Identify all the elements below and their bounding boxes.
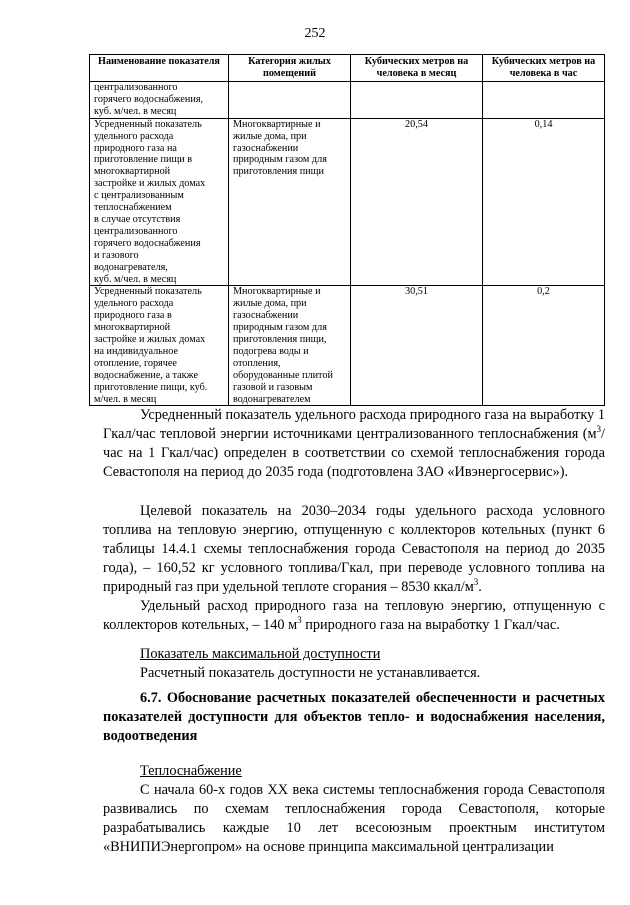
indicator-cell: Усредненный показатель удельного расхода природного газа в многоквартирной застройке и жилых домах на индивидуальное отопление, горячее водоснабжение, а также приготовление пищи, куб. м/чел. в месяц bbox=[90, 286, 229, 406]
per-month-cell: 30,51 bbox=[351, 286, 483, 406]
superscript: 3 bbox=[473, 577, 479, 588]
superscript: 3 bbox=[297, 615, 302, 626]
empty-cell bbox=[229, 82, 351, 119]
text-run: /час на 1 Гкал/час) определен в соответствии со схемой теплоснабжения города Севастополя на период до 2035 года (подготовлена ЗАО «Ивэнергосервис»). bbox=[103, 426, 605, 480]
availability-text: Расчетный показатель доступности не устанавливается. bbox=[140, 665, 481, 681]
header-indicator: Наименование показателя bbox=[90, 55, 229, 82]
text-run: . bbox=[478, 579, 482, 595]
availability-block bbox=[103, 645, 605, 683]
superscript: 3 bbox=[596, 424, 602, 435]
page-number: 252 bbox=[304, 26, 326, 41]
text-run: Удельный расход природного газа на тепловую энергию, отпущенную с коллекторов котельных, – 140 м bbox=[103, 598, 605, 633]
paragraph-specific-consumption bbox=[103, 597, 605, 635]
table-header-row bbox=[90, 55, 605, 82]
indicator-cell: Усредненный показатель удельного расхода природного газа на приготовление пищи в многоквартирной застройке и жилых домах с централизованным теплоснабжением в случае отсутствия централизованного горячего водоснабжения и газового водонагревателя, куб. м/чел. в месяц bbox=[90, 118, 229, 286]
empty-cell bbox=[483, 82, 605, 119]
per-hour-cell: 0,2 bbox=[483, 286, 605, 406]
continuation-cell: централизованного горячего водоснабжения, куб. м/чел. в месяц bbox=[90, 82, 229, 119]
header-per-month: Кубических метров на человека в месяц bbox=[351, 55, 483, 82]
table-row bbox=[90, 82, 605, 119]
availability-title: Показатель максимальной доступности bbox=[140, 646, 381, 662]
paragraph-gas-heat bbox=[103, 406, 605, 482]
category-cell: Многоквартирные и жилые дома, при газоснабжении природным газом для приготовления пищи bbox=[229, 118, 351, 286]
paragraph-target-indicator bbox=[103, 502, 605, 597]
table-row bbox=[90, 118, 605, 286]
table-row bbox=[90, 286, 605, 406]
heat-supply-block bbox=[103, 762, 605, 857]
category-cell: Многоквартирные и жилые дома, при газоснабжении природным газом для приготовления пищи, подогрева воды и отопления, оборудованные плитой газовой и газовым водонагревателем bbox=[229, 286, 351, 406]
heat-supply-text: С начала 60-х годов XX века системы теплоснабжения города Севастополя развивались по схемам теплоснабжения города Севастополя, которые разрабатывались каждые 10 лет всесоюзным проектным институтом «ВНИПИЭнергопром» на основе принципа максимальной централизации bbox=[103, 782, 605, 855]
consumption-table bbox=[89, 54, 605, 406]
per-hour-cell: 0,14 bbox=[483, 118, 605, 286]
heat-supply-title: Теплоснабжение bbox=[140, 763, 242, 779]
header-category: Категория жилых помещений bbox=[229, 55, 351, 82]
section-heading: 6.7. Обоснование расчетных показателей обеспеченности и расчетных показателей доступности для объектов тепло- и водоснабжения населения, водоотведения bbox=[103, 690, 605, 744]
per-month-cell: 20,54 bbox=[351, 118, 483, 286]
text-run: природного газа на выработку 1 Гкал/час. bbox=[301, 617, 560, 633]
text-run: Целевой показатель на 2030–2034 годы удельного расхода условного топлива на тепловую энергию, отпущенную с коллекторов котельных (пункт 6 таблицы 14.4.1 схемы теплоснабжения города Севастополя на период до 2035 года), – 160,52 кг условного топлива/Гкал, при переводе условного топлива на природный газ при удельной теплоте сгорания – 8530 ккал/м bbox=[103, 503, 605, 595]
header-per-hour: Кубических метров на человека в час bbox=[483, 55, 605, 82]
empty-cell bbox=[351, 82, 483, 119]
text-run: Усредненный показатель удельного расхода природного газа на выработку 1 Гкал/час тепловой энергии источниками централизованного теплоснабжения (м bbox=[103, 407, 605, 442]
